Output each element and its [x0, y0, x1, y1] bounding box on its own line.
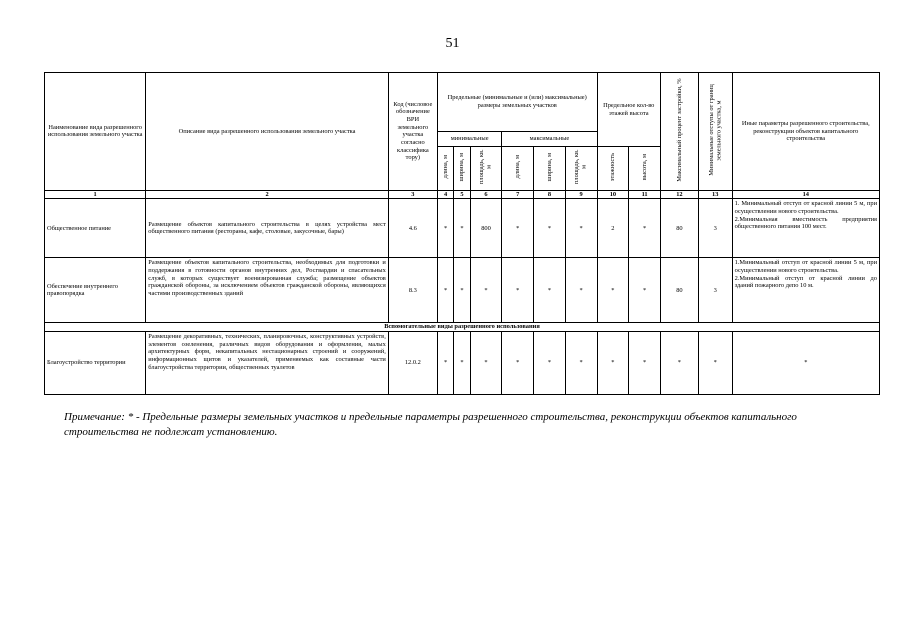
table-row [45, 258, 880, 323]
auxiliary-section-title: Вспомогательные виды разрешенного использования [45, 323, 880, 332]
column-number: 13 [698, 190, 732, 199]
use-name: Обеспечение внутреннего правопорядка [45, 258, 146, 323]
max-width: * [534, 258, 566, 323]
coverage: 80 [660, 258, 698, 323]
other-params: 1. Минимальный отступ от красной линии 5 м, при осуществлении нового строительства. 2.Минимальная вместимость предприятия общественного питания 100 мест. [732, 199, 879, 258]
use-description: Размещение декоративных, технических, планировочных, конструктивных устройств, элементов озеленения, различных видов оборудования и оформления, малых архитектурных форм, некапитальных нестационарных строений и сооружений, информационных щитов и указателей, применяемых как составные части благоустройства территории, общественных туалетов [146, 332, 389, 395]
column-number: 6 [470, 190, 502, 199]
section-row [45, 323, 880, 332]
height: * [629, 199, 661, 258]
column-numbers-row [45, 190, 880, 199]
coverage: 80 [660, 199, 698, 258]
use-name: Благоустройство территории [45, 332, 146, 395]
height: * [629, 332, 661, 395]
page-number: 51 [445, 36, 460, 51]
max-area: * [565, 199, 597, 258]
min-width: * [454, 199, 470, 258]
header-setback: Минимальные отступы от границ земельного участка, м [698, 73, 732, 191]
floors: * [597, 332, 629, 395]
column-number: 11 [629, 190, 661, 199]
column-number: 12 [660, 190, 698, 199]
column-number: 1 [45, 190, 146, 199]
land-use-table [44, 72, 880, 395]
coverage: * [660, 332, 698, 395]
other-params: * [732, 332, 879, 395]
min-area: 800 [470, 199, 502, 258]
max-width: * [534, 199, 566, 258]
header-name: Наименование вида разрешенного использования земельного участка [45, 73, 146, 191]
header-min-group: минимальные [437, 132, 501, 147]
header-max-group: максимальные [502, 132, 597, 147]
header-max-width: ширина, м [534, 147, 566, 191]
use-code: 8.3 [388, 258, 437, 323]
min-length: * [437, 258, 453, 323]
column-number: 2 [146, 190, 389, 199]
max-area: * [565, 332, 597, 395]
column-number: 4 [437, 190, 453, 199]
header-coverage: Максимальный процент застройки, % [660, 73, 698, 191]
setback: 3 [698, 199, 732, 258]
column-number: 10 [597, 190, 629, 199]
header-max-area: площадь, кв. м [565, 147, 597, 191]
column-number: 14 [732, 190, 879, 199]
setback: * [698, 332, 732, 395]
header-floors-group: Предельное кол-во этажей высота [597, 73, 660, 147]
floors: 2 [597, 199, 629, 258]
column-number: 9 [565, 190, 597, 199]
header-height: высота, м [629, 147, 661, 191]
height: * [629, 258, 661, 323]
header-min-area: площадь, кв. м [470, 147, 502, 191]
column-number: 7 [502, 190, 534, 199]
other-params: 1.Минимальный отступ от красной линии 5 м, при осуществлении нового строительства. 2.Минимальный отступ от красной линии до зданий пожарного депо 10 м. [732, 258, 879, 323]
max-area: * [565, 258, 597, 323]
header-floors: этажность [597, 147, 629, 191]
use-code: 12.0.2 [388, 332, 437, 395]
max-width: * [534, 332, 566, 395]
column-number: 8 [534, 190, 566, 199]
header-min-length: длина, м [437, 147, 453, 191]
header-row-1 [45, 73, 880, 132]
min-area: * [470, 258, 502, 323]
floors: * [597, 258, 629, 323]
max-length: * [502, 332, 534, 395]
header-code: Код (числовое обозначение ВРИ земельного участка согласно классифика тору) [388, 73, 437, 191]
header-description: Описание вида разрешенного использования земельного участка [146, 73, 389, 191]
min-length: * [437, 332, 453, 395]
use-description: Размещение объектов капитального строительства в целях устройства мест общественного питания (рестораны, кафе, столовые, закусочные, бары) [146, 199, 389, 258]
header-other: Иные параметры разрешенного строительства, реконструкции объектов капитального строительства [732, 73, 879, 191]
table-row [45, 332, 880, 395]
min-width: * [454, 258, 470, 323]
setback: 3 [698, 258, 732, 323]
column-number: 3 [388, 190, 437, 199]
use-description: Размещение объектов капитального строительства, необходимых для подготовки и поддержания в готовности органов внутренних дел, Росгвардии и спасательных служб, в которых существует военизированная служба; размещение объектов гражданской обороны, за исключением объектов гражданской обороны, являющихся частями производственных зданий [146, 258, 389, 323]
max-length: * [502, 199, 534, 258]
min-length: * [437, 199, 453, 258]
use-code: 4.6 [388, 199, 437, 258]
header-sizes-group: Предельные (минимальные и (или) максимальные) размеры земельных участков [437, 73, 597, 132]
min-area: * [470, 332, 502, 395]
header-max-length: длина, м [502, 147, 534, 191]
column-number: 5 [454, 190, 470, 199]
min-width: * [454, 332, 470, 395]
table-note: Примечание: * - Предельные размеры земельных участков и предельные параметры разрешенного строительства, реконструкции объектов капитального строительства не подлежат установлению. [64, 411, 797, 438]
max-length: * [502, 258, 534, 323]
use-name: Общественное питание [45, 199, 146, 258]
table-row [45, 199, 880, 258]
header-min-width: ширина, м [454, 147, 470, 191]
